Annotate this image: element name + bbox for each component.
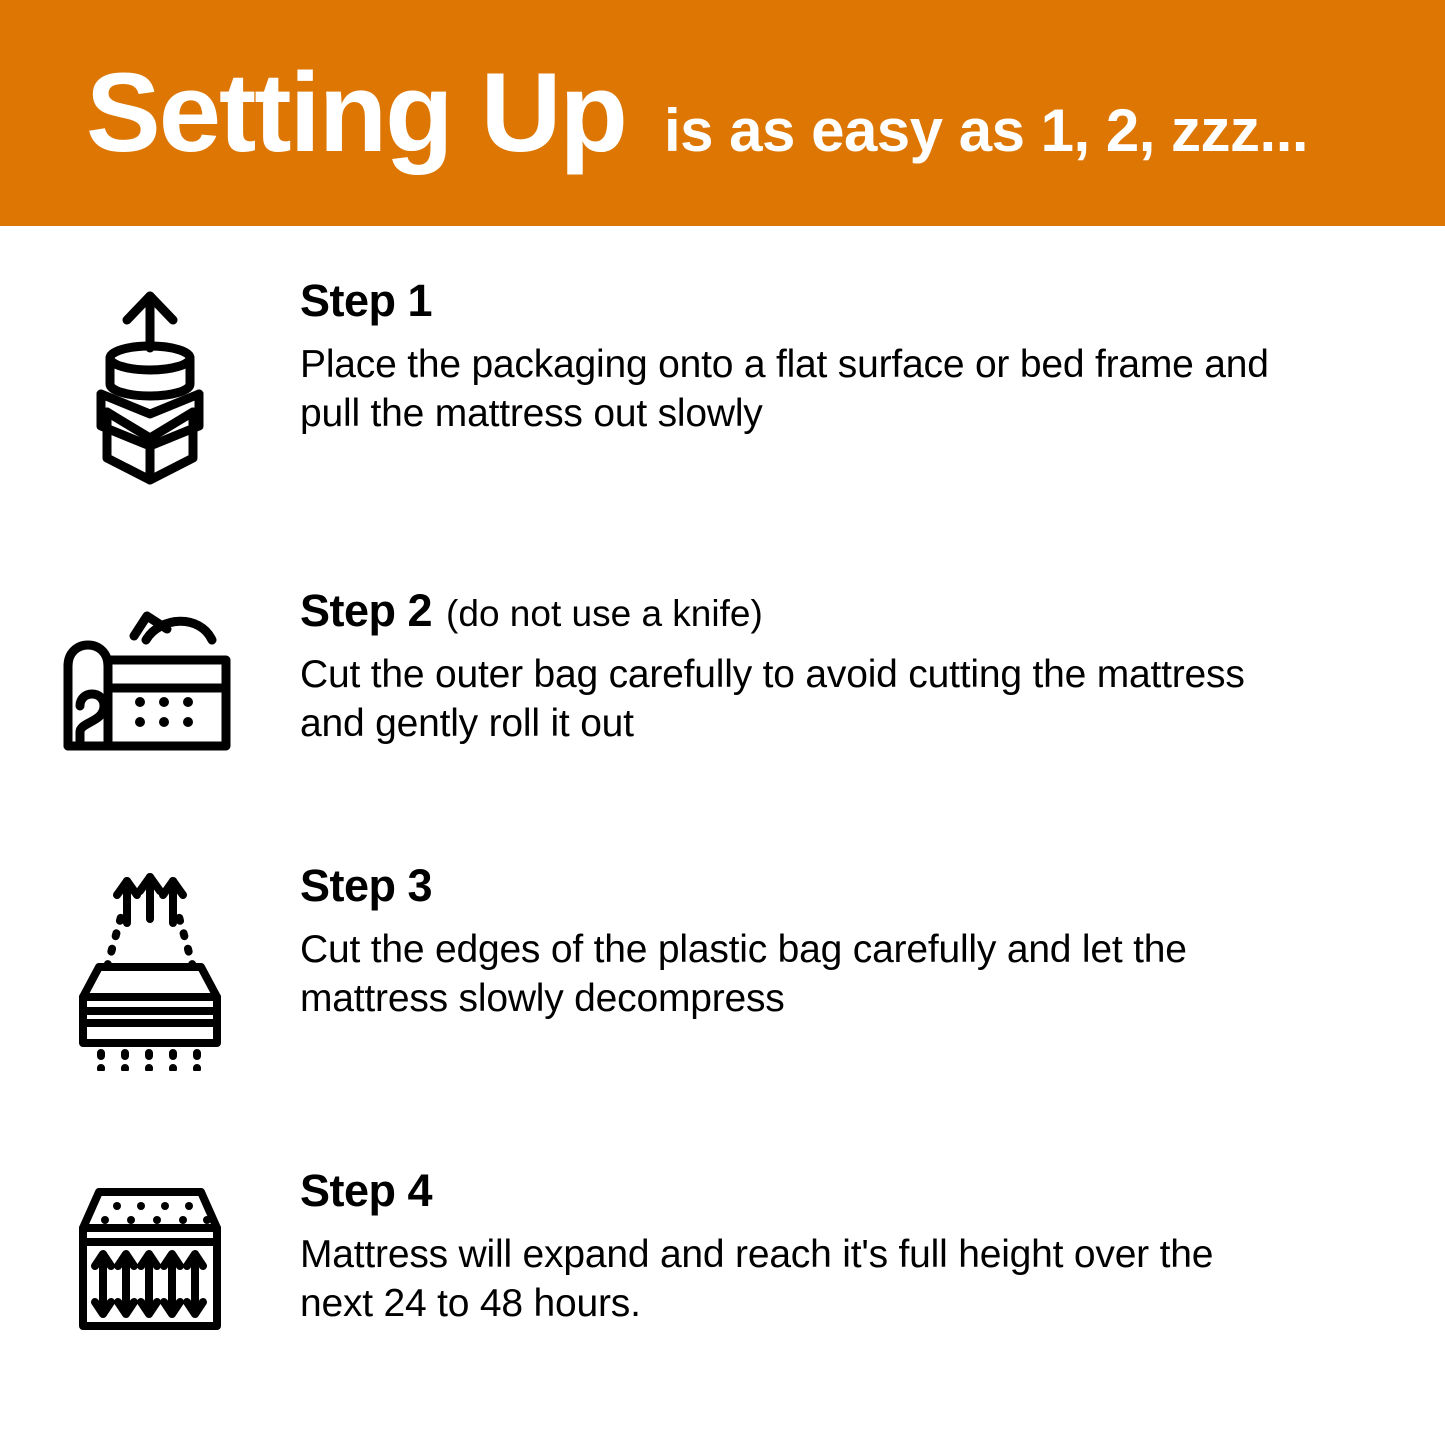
step-heading: [300, 861, 1275, 911]
page-title: Setting Up: [86, 50, 626, 175]
step-heading: [300, 1166, 1275, 1216]
step-title: Step 1: [300, 275, 433, 326]
step-title: Step 4: [300, 1165, 433, 1216]
step-description: Mattress will expand and reach it's full height over the next 24 to 48 hours.: [300, 1232, 1214, 1326]
step-description: Place the packaging onto a flat surface or bed frame and pull the mattress out slowly: [300, 342, 1269, 436]
step-description: Cut the edges of the plastic bag carefully and let the mattress slowly decompress: [300, 927, 1187, 1021]
step-item: [0, 226, 1445, 536]
step-item: [0, 826, 1445, 1126]
header-banner: [0, 0, 1445, 226]
header-text-line: [86, 50, 1309, 175]
step-item: [0, 536, 1445, 826]
step-description: Cut the outer bag carefully to avoid cutting the mattress and gently roll it out: [300, 652, 1245, 746]
step-title: Step 2: [300, 585, 433, 636]
step-note: (do not use a knife): [446, 593, 763, 634]
rolled-mattress-unroll-icon: [0, 586, 300, 786]
page-subtitle: is as easy as 1, 2, zzz...: [663, 97, 1309, 164]
mattress-full-height-arrows-icon: [0, 1166, 300, 1351]
step-heading: [300, 276, 1275, 326]
mattress-expanding-arrows-icon: [0, 861, 300, 1071]
step-text: [300, 1166, 1445, 1329]
step-text: [300, 586, 1445, 749]
step-item: [0, 1126, 1445, 1416]
step-heading: [300, 586, 1275, 636]
steps-list: [0, 226, 1445, 1416]
step-title: Step 3: [300, 860, 433, 911]
step-text: [300, 276, 1445, 439]
box-with-up-arrow-icon: [0, 276, 300, 496]
step-text: [300, 861, 1445, 1024]
